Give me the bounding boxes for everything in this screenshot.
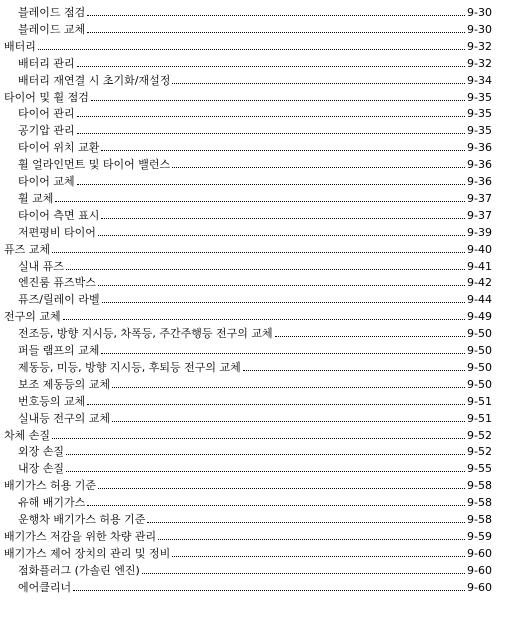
- dot-leader: [87, 404, 465, 405]
- toc-subsection-entry[interactable]: [18, 493, 492, 509]
- dot-leader: [101, 353, 465, 354]
- toc-subsection-entry[interactable]: [18, 257, 492, 273]
- toc-entry-title: 에어클리너: [18, 580, 72, 594]
- toc-entry-title: 배기가스 저감을 위한 차량 관리: [4, 529, 157, 543]
- toc-subsection-entry[interactable]: [18, 341, 492, 357]
- toc-entry-title: 내장 손질: [18, 462, 65, 476]
- toc-entry-page: 9-60: [467, 580, 492, 594]
- toc-subsection-entry[interactable]: [18, 273, 492, 289]
- toc-entry-page: 9-58: [467, 496, 492, 510]
- toc-subsection-entry[interactable]: [18, 189, 492, 205]
- dot-leader: [112, 387, 465, 388]
- toc-subsection-entry[interactable]: [18, 172, 492, 188]
- dot-leader: [98, 235, 465, 236]
- toc-entry-page: 9-37: [467, 208, 492, 222]
- toc-entry-title: 저편평비 타이어: [18, 225, 96, 239]
- toc-entry-title: 운행차 배기가스 허용 기준: [18, 513, 146, 526]
- toc-subsection-entry[interactable]: [18, 459, 492, 475]
- dot-leader: [66, 471, 465, 472]
- toc-entry-page: 9-44: [467, 293, 492, 307]
- toc-entry-page: 9-50: [467, 377, 492, 391]
- toc-entry-page: 9-50: [467, 360, 492, 374]
- toc-entry-page: 9-58: [467, 479, 492, 493]
- dot-leader: [91, 100, 465, 101]
- toc-entry-page: 9-52: [467, 428, 492, 442]
- toc-entry-page: 9-30: [467, 6, 492, 19]
- toc-entry-page: 9-30: [467, 22, 492, 36]
- dot-leader: [158, 539, 465, 540]
- dot-leader: [87, 505, 465, 506]
- toc-entry-page: 9-50: [467, 327, 492, 341]
- toc-entry-page: 9-36: [467, 158, 492, 172]
- toc-subsection-entry[interactable]: [18, 578, 492, 594]
- toc-section-entry[interactable]: [4, 426, 492, 442]
- toc-section-entry[interactable]: [4, 240, 492, 256]
- toc-entry-page: 9-40: [467, 242, 492, 256]
- dot-leader: [172, 556, 465, 557]
- toc-entry-title: 타이어 교체: [18, 175, 75, 188]
- toc-entry-title: 배기가스 제어 장치의 관리 및 정비: [4, 546, 171, 560]
- toc-entry-title: 실내 퓨즈: [18, 259, 65, 273]
- dot-leader: [98, 285, 465, 286]
- toc-entry-title: 외장 손질: [18, 445, 65, 459]
- toc-entry-title: 제동등, 미등, 방향 지시등, 후퇴등 전구의 교체: [18, 360, 241, 374]
- toc-section-entry[interactable]: [4, 88, 492, 104]
- toc-subsection-entry[interactable]: [18, 375, 492, 391]
- toc-entry-page: 9-55: [467, 462, 492, 476]
- toc-entry-page: 9-52: [467, 445, 492, 459]
- toc-entry-title: 타이어 위치 교환: [18, 141, 100, 155]
- toc-entry-title: 엔진룸 퓨즈박스: [18, 276, 96, 290]
- dot-leader: [52, 438, 465, 439]
- toc-entry-page: 9-42: [467, 276, 492, 290]
- toc-entry-title: 전조등, 방향 지시등, 차폭등, 주간주행등 전구의 교체: [18, 327, 273, 341]
- dot-leader: [77, 133, 465, 134]
- toc-entry-page: 9-35: [467, 90, 492, 104]
- toc-entry-title: 블레이드 교체: [18, 22, 86, 36]
- toc-subsection-entry[interactable]: [18, 71, 492, 87]
- toc-entry-page: 9-60: [467, 546, 492, 560]
- toc-entry-page: 9-37: [467, 191, 492, 205]
- dot-leader: [243, 370, 465, 371]
- dot-leader: [77, 116, 465, 117]
- dot-leader: [52, 252, 465, 253]
- toc-subsection-entry[interactable]: [18, 510, 492, 526]
- toc-subsection-entry[interactable]: [18, 54, 492, 70]
- toc-entry-page: 9-36: [467, 141, 492, 155]
- dot-leader: [172, 167, 465, 168]
- toc-entry-page: 9-36: [467, 175, 492, 188]
- toc-entry-title: 보조 제동등의 교체: [18, 377, 111, 391]
- toc-entry-title: 휠 교체: [18, 191, 54, 205]
- toc-entry-title: 배터리: [4, 39, 36, 53]
- toc-subsection-entry[interactable]: [18, 3, 492, 19]
- toc-entry-page: 9-50: [467, 344, 492, 357]
- dot-leader: [73, 590, 465, 591]
- toc-subsection-entry[interactable]: [18, 290, 492, 306]
- toc-entry-page: 9-34: [467, 73, 492, 87]
- dot-leader: [77, 184, 465, 185]
- toc-subsection-entry[interactable]: [18, 20, 492, 36]
- toc-entry-page: 9-39: [467, 225, 492, 239]
- toc-section-entry[interactable]: [4, 527, 492, 543]
- toc-subsection-entry[interactable]: [18, 358, 492, 374]
- toc-entry-title: 퍼들 램프의 교체: [18, 344, 100, 357]
- dot-leader: [55, 201, 465, 202]
- toc-entry-page: 9-49: [467, 310, 492, 324]
- toc-entry-page: 9-60: [467, 563, 492, 577]
- toc-entry-title: 퓨즈/릴레이 라벨: [18, 293, 100, 307]
- toc-entry-title: 타이어 측면 표시: [18, 208, 100, 222]
- dot-leader: [102, 302, 465, 303]
- toc-entry-page: 9-41: [467, 259, 492, 273]
- dot-leader: [87, 32, 465, 33]
- toc-subsection-entry[interactable]: [18, 138, 492, 154]
- toc-section-entry[interactable]: [4, 37, 492, 53]
- toc-entry-page: 9-32: [467, 56, 492, 70]
- dot-leader: [112, 421, 465, 422]
- dot-leader: [147, 522, 465, 523]
- dot-leader: [66, 454, 465, 455]
- toc-subsection-entry[interactable]: [18, 121, 492, 137]
- toc-entry-title: 타이어 및 휠 점검: [4, 90, 89, 104]
- toc-entry-title: 차체 손질: [4, 428, 51, 442]
- toc-entry-page: 9-35: [467, 107, 492, 121]
- toc-entry-page: 9-32: [467, 39, 492, 53]
- toc-entry-title: 배터리 관리: [18, 56, 75, 70]
- toc-entry-page: 9-59: [467, 529, 492, 543]
- toc-entry-title: 전구의 교체: [4, 310, 61, 324]
- dot-leader: [87, 15, 465, 16]
- toc-entry-title: 블레이드 점검: [18, 6, 86, 19]
- dot-leader: [66, 269, 465, 270]
- toc-subsection-entry[interactable]: [18, 392, 492, 408]
- toc-subsection-entry[interactable]: [18, 223, 492, 239]
- toc-section-entry[interactable]: [4, 307, 492, 323]
- toc-subsection-entry[interactable]: [18, 206, 492, 222]
- toc-entry-title: 번호등의 교체: [18, 394, 86, 408]
- toc-entry-title: 공기압 관리: [18, 124, 75, 138]
- toc-entry-page: 9-35: [467, 124, 492, 138]
- toc-entry-title: 유해 배기가스: [18, 496, 86, 510]
- toc-subsection-entry[interactable]: [18, 155, 492, 171]
- dot-leader: [38, 49, 465, 50]
- dot-leader: [63, 319, 465, 320]
- dot-leader: [98, 488, 465, 489]
- dot-leader: [101, 150, 465, 151]
- toc-subsection-entry[interactable]: [18, 324, 492, 340]
- dot-leader: [275, 336, 465, 337]
- toc-entry-title: 휠 얼라인먼트 및 타이어 밸런스: [18, 158, 171, 172]
- toc-subsection-entry[interactable]: [18, 561, 492, 577]
- toc-section-entry[interactable]: [4, 544, 492, 560]
- toc-entry-title: 배기가스 허용 기준: [4, 479, 97, 493]
- dot-leader: [101, 218, 465, 219]
- toc-entry-page: 9-51: [467, 394, 492, 408]
- toc-entry-title: 배터리 재연결 시 초기화/재설정: [18, 73, 171, 87]
- dot-leader: [77, 66, 465, 67]
- dot-leader: [142, 573, 465, 574]
- toc-entry-title: 퓨즈 교체: [4, 242, 51, 256]
- toc-entry-page: 9-51: [467, 411, 492, 425]
- toc-entry-title: 타이어 관리: [18, 107, 75, 121]
- toc-section-entry[interactable]: [4, 476, 492, 492]
- toc-entry-title: 점화플러그 (가솔린 엔진): [18, 563, 140, 577]
- toc-entry-page: 9-58: [467, 513, 492, 526]
- toc-subsection-entry[interactable]: [18, 442, 492, 458]
- toc-subsection-entry[interactable]: [18, 104, 492, 120]
- toc-entry-title: 실내등 전구의 교체: [18, 411, 111, 425]
- dot-leader: [172, 83, 465, 84]
- toc-subsection-entry[interactable]: [18, 409, 492, 425]
